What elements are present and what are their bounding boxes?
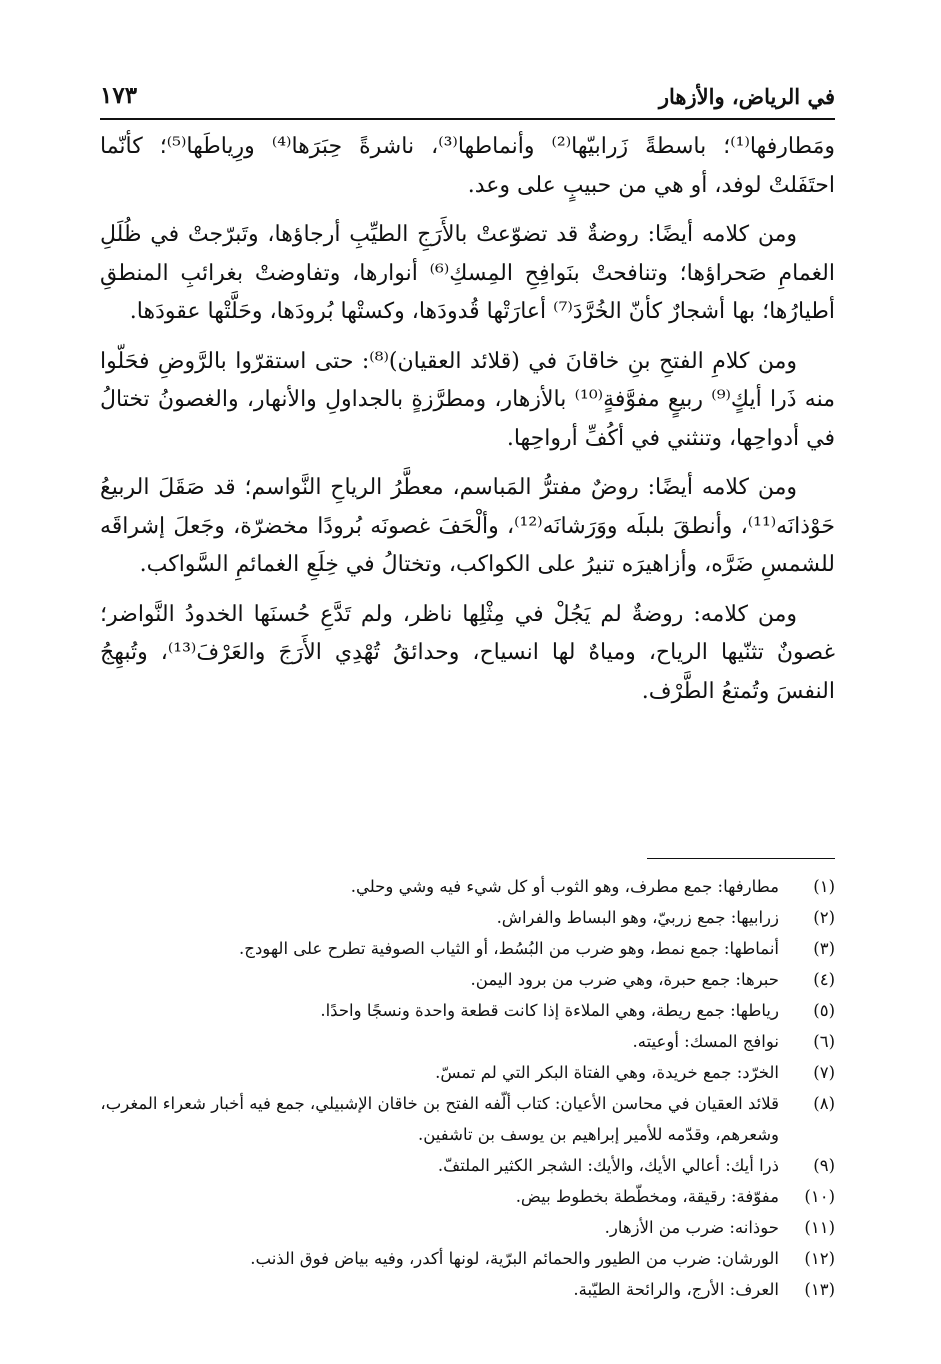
footnote-item	[100, 1088, 835, 1150]
footnote-number: (٧)	[813, 1063, 835, 1082]
footnote-item	[100, 1181, 835, 1212]
footnote-item	[100, 1212, 835, 1243]
footnote-item	[100, 933, 835, 964]
footnote-number: (١٣)	[804, 1280, 835, 1299]
footnote-number: (٦)	[813, 1032, 835, 1051]
footnote-text: مفوّفة: رقيقة، ومخطّطة بخطوط بيض.	[515, 1187, 779, 1206]
paragraph: ومَطارفها⁽¹⁾؛ باسطةً زَرابيّها⁽²⁾ وأنماطها⁽³⁾، ناشرةً حِبَرَها⁽⁴⁾ ورِياطَها⁽⁵⁾؛ كأنّما احتَفَلتْ لوفد، أو هي من حبيبٍ على وعد.	[100, 134, 835, 198]
footnote-item	[100, 871, 835, 902]
footnote-item	[100, 902, 835, 933]
footnote-text: الخرّد: جمع خريدة، وهي الفتاة البكر التي لم تمسّ.	[435, 1063, 779, 1082]
page-number: ١٧٣	[100, 82, 138, 109]
footnote-number: (١٢)	[804, 1249, 835, 1268]
footnote-text: الورشان: ضرب من الطيور والحمائم البرّية، لونها أكدر، وفيه بياض فوق الذنب.	[250, 1249, 779, 1268]
paragraph: ومن كلامه أيضًا: روضةٌ قد تضوّعتْ بالأَرَجِ الطيِّبِ أرجاؤها، وتَبرّجتْ في ظُلَلِ الغمامِ صَحراؤها؛ وتنافحتْ بنَوافِحِ المِسكِ⁽⁶⁾ أنوارها، وتفاوضتْ بغرائبِ المنطقِ أطيارُها؛ بها أشجارٌ كأنّ الخُرَّدَ⁽⁷⁾ أعارَتْها قُدودَها، وكستْها بُرودَها، وحَلَّتْها عقودَها.	[100, 222, 835, 324]
running-title: في الرياض، والأزهار	[658, 84, 835, 109]
footnote-text: نوافج المسك: أوعيته.	[632, 1032, 779, 1051]
footnote-number: (١٠)	[804, 1187, 835, 1206]
footnote-item	[100, 964, 835, 995]
footnotes	[100, 871, 835, 1305]
footnote-number: (٨)	[813, 1094, 835, 1113]
footnote-number: (٥)	[813, 1001, 835, 1020]
footnote-text: رياطها: جمع ريطة، وهي الملاءة إذا كانت قطعة واحدة ونسجًا واحدًا.	[320, 1001, 779, 1020]
main-text	[100, 128, 835, 722]
page-header	[100, 78, 835, 120]
footnote-text: ذرا أيك: أعالي الأيك، والأيك: الشجر الكثير الملتفّ.	[437, 1156, 779, 1175]
footnote-text: أنماطها: جمع نمط، وهو ضرب من البُسُط، أو الثياب الصوفية تطرح على الهودج.	[239, 939, 779, 958]
paragraph: ومن كلامه: روضةٌ لم يَجُلْ في مِثْلِها ناظر، ولم تَدَّعِ حُسنَها الخدودُ النَّواضر؛ غصونٌ تثنّيها الرياح، ومياهٌ لها انسياح، وحدائقُ تُهْدِي الأَرَجَ والعَرْفَ⁽¹³⁾، وتُبهِجُ النفسَ وتُمتعُ الطَّرْف.	[100, 601, 835, 704]
footnote-text: زرابيها: جمع زربيّ، وهو البساط والفراش.	[496, 908, 779, 927]
paragraph: ومن كلامِ الفتحِ بنِ خاقانَ في (قلائد العقيان)⁽⁸⁾: حتى استقرّوا بالرَّوضِ فحَلّوا منه ذَرا أيكٍ⁽⁹⁾ ربيعٍ مفوَّفةٍ⁽¹⁰⁾ بالأزهار، ومطرَّزةٍ بالجداولِ والأنهار، والغصونُ تختالُ في أدواحِها، وتنثني في أكُفِّ أرواحِها.	[100, 348, 835, 451]
footnote-text: حبرها: جمع حبرة، وهي ضرب من برود اليمن.	[470, 970, 779, 989]
footnote-item	[100, 1274, 835, 1305]
footnote-number: (٩)	[813, 1156, 835, 1175]
footnote-divider	[647, 858, 835, 859]
footnote-number: (٢)	[813, 908, 835, 927]
footnote-text: قلائد العقيان في محاسن الأعيان: كتاب ألّفه الفتح بن خاقان الإشبيلي، جمع فيه أخبار شعراء المغرب، وشعرهم، وقدّمه للأمير إبراهيم بن يوسف بن تاشفين.	[100, 1094, 779, 1144]
footnote-item	[100, 1150, 835, 1181]
footnote-item	[100, 995, 835, 1026]
footnote-item	[100, 1057, 835, 1088]
footnote-text: العرف: الأرج، والرائحة الطيّبة.	[573, 1280, 779, 1299]
footnote-number: (١١)	[804, 1218, 835, 1237]
footnote-text: حوذانه: ضرب من الأزهار.	[604, 1218, 779, 1237]
footnote-item	[100, 1026, 835, 1057]
footnote-number: (٣)	[813, 939, 835, 958]
footnote-number: (٤)	[813, 970, 835, 989]
footnote-text: مطارفها: جمع مطرف، وهو الثوب أو كل شيء فيه وشي وحلي.	[350, 877, 779, 896]
paragraph: ومن كلامه أيضًا: روضٌ مفترُّ المَباسم، معطَّرُ الرياحِ النَّواسم؛ قد صَقَلَ الربيعُ حَوْذانَه⁽¹¹⁾، وأنطقَ بلبلَه ووَرَشانَه⁽¹²⁾، وألْحَفَ غصونَه بُرودًا مخضرّة، وجَعلَ إشراقَه للشمسِ ضَرَّه، وأزاهيرَه تنيرُ على الكواكب، وتختالُ في خِلَعِ الغمائمِ السَّواكب.	[100, 475, 835, 577]
footnote-item	[100, 1243, 835, 1274]
footnote-number: (١)	[813, 877, 835, 896]
